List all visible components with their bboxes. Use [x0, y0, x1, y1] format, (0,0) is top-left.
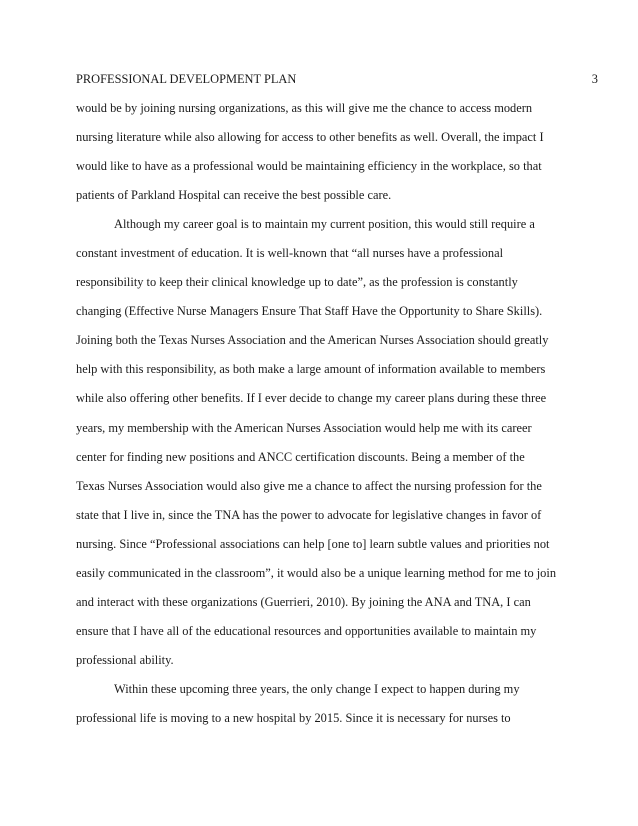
text-line: ensure that I have all of the educational resources and opportunities available to maintain my — [76, 623, 537, 638]
page-number: 3 — [591, 72, 598, 86]
text-line: responsibility to keep their clinical knowledge up to date”, as the profession is constantly — [76, 275, 518, 290]
paragraph-first-line: Although my career goal is to maintain my current position, this would still require a — [114, 217, 535, 232]
text-line: center for finding new positions and ANCC certification discounts. Being a member of the — [76, 449, 525, 464]
text-line: would like to have as a professional would be maintaining efficiency in the workplace, so that — [76, 159, 542, 174]
text-line: easily communicated in the classroom”, it would also be a unique learning method for me to join — [76, 565, 557, 580]
text-line: patients of Parkland Hospital can receive the best possible care. — [76, 188, 392, 203]
text-line: changing (Effective Nurse Managers Ensure That Staff Have the Opportunity to Share Skills). — [76, 304, 543, 319]
text-line: Texas Nurses Association would also give me a chance to affect the nursing profession for the — [76, 478, 542, 493]
text-line: while also offering other benefits. If I ever decide to change my career plans during these three — [76, 391, 547, 406]
text-line: nursing. Since “Professional associations can help [one to] learn subtle values and priorities not — [76, 536, 550, 551]
text-line: state that I live in, since the TNA has the power to advocate for legislative changes in favor of — [76, 507, 542, 522]
text-line: years, my membership with the American Nurses Association would help me with its career — [76, 420, 532, 435]
text-line: nursing literature while also allowing for access to other benefits as well. Overall, the impact I — [76, 130, 544, 145]
text-line: professional life is moving to a new hospital by 2015. Since it is necessary for nurses to — [76, 710, 511, 725]
text-line: would be by joining nursing organizations, as this will give me the chance to access modern — [76, 101, 533, 115]
text-line: and interact with these organizations (Guerrieri, 2010). By joining the ANA and TNA, I can — [76, 594, 531, 609]
text-line: professional ability. — [76, 652, 174, 667]
text-line: constant investment of education. It is well-known that “all nurses have a professional — [76, 246, 504, 261]
running-head: PROFESSIONAL DEVELOPMENT PLAN — [76, 72, 297, 86]
text-line: Joining both the Texas Nurses Association and the American Nurses Association should greatly — [76, 333, 549, 348]
paragraph-first-line: Within these upcoming three years, the only change I expect to happen during my — [114, 681, 520, 696]
text-line: help with this responsibility, as both make a large amount of information available to members — [76, 362, 546, 377]
body-text — [76, 99, 606, 738]
